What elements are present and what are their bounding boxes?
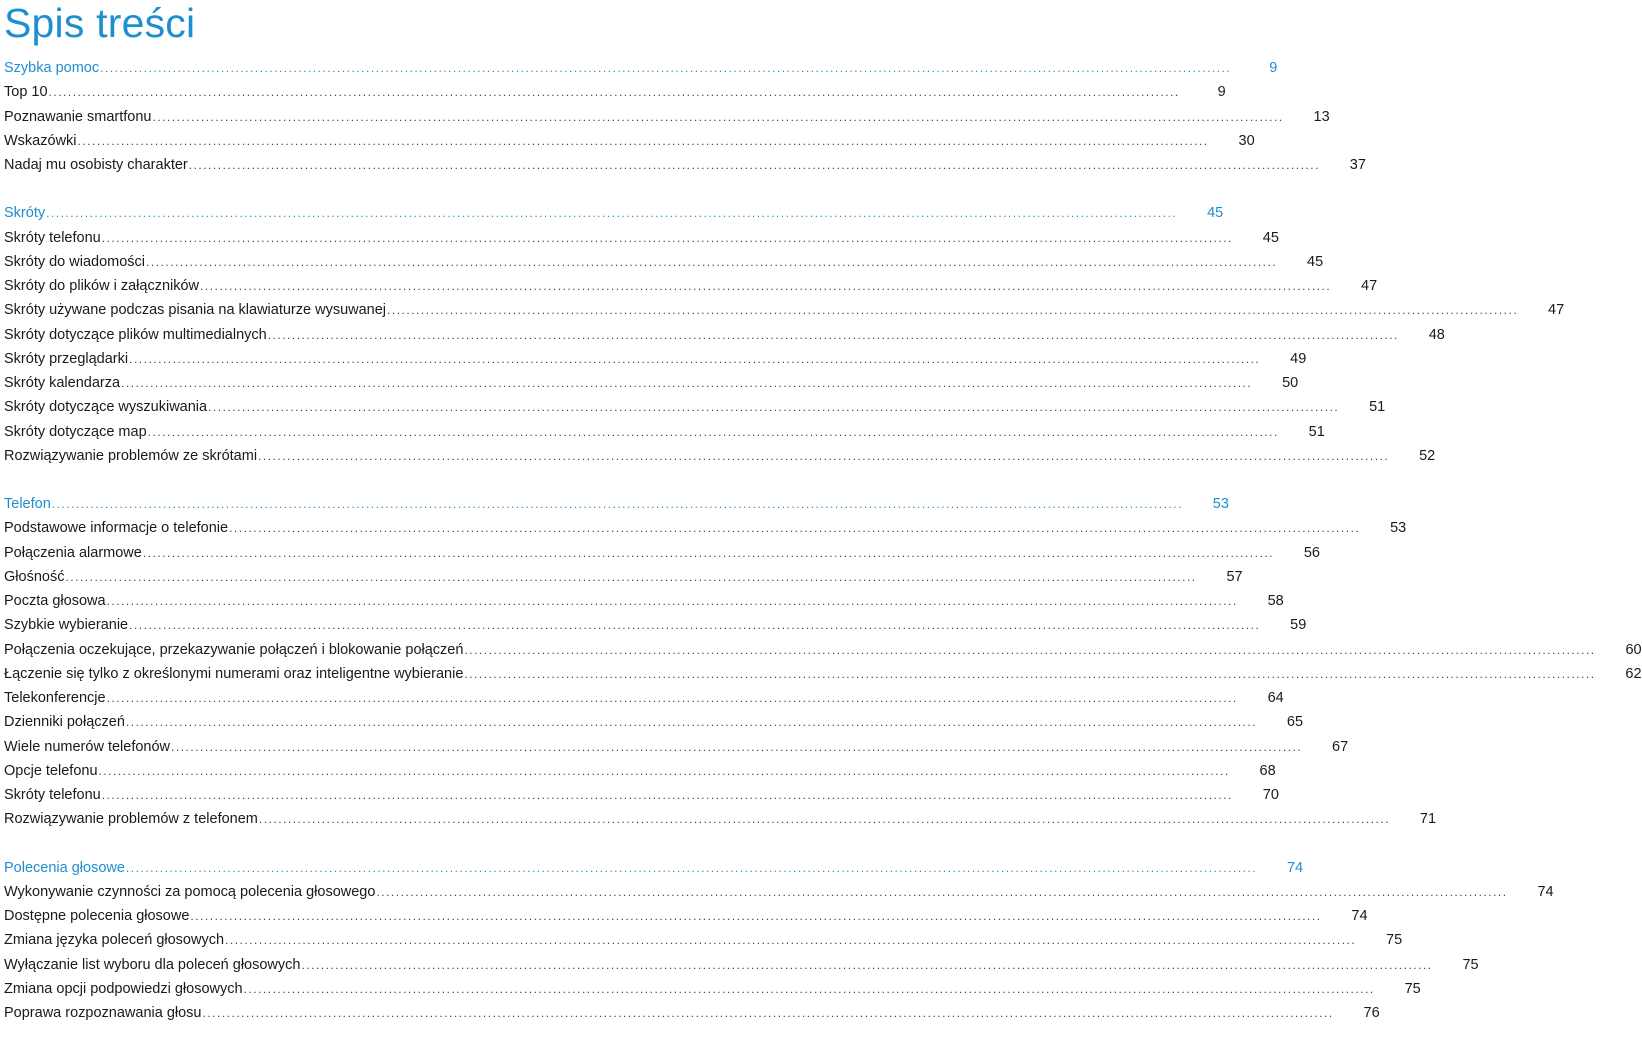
toc-heading-label: Polecenia głosowe — [4, 859, 125, 876]
toc-entry-page-number: 65 — [1286, 714, 1304, 731]
toc-entry-page-number: 49 — [1290, 350, 1307, 367]
toc-entry-label: Wskazówki — [4, 132, 77, 149]
dot-leader: .......................................................................................................................................................................................................................................... — [258, 448, 1390, 463]
toc-entry-label: Poczta głosowa — [4, 593, 106, 609]
toc-entry-page-number: 60 — [1625, 641, 1642, 658]
dot-leader: .......................................................................................................................................................................................................................................... — [65, 569, 1197, 584]
toc-entry[interactable] — [4, 613, 1307, 637]
toc-entry-page-number: 75 — [1404, 980, 1421, 997]
dot-leader: .......................................................................................................................................................................................................................................... — [208, 400, 1340, 415]
toc-entry[interactable] — [4, 589, 1284, 613]
toc-section-heading[interactable] — [4, 492, 1229, 516]
dot-leader: .......................................................................................................................................................................................................................................... — [129, 618, 1261, 633]
toc-entry[interactable] — [4, 928, 1403, 952]
toc-entry-label: Rozwiązywanie problemów ze skrótami — [4, 447, 258, 464]
toc-entry-label: Skróty przeglądarki — [4, 350, 129, 367]
dot-leader: .......................................................................................................................................................................................................................................... — [229, 521, 1361, 536]
toc-entry[interactable] — [4, 710, 1304, 734]
toc-entry-label: Rozwiązywanie problemów z telefonem — [4, 811, 258, 828]
toc-entry-label: Skróty używane podczas pisania na klawiaturze wysuwanej — [4, 302, 387, 319]
dot-leader: .......................................................................................................................................................................................................................................... — [464, 666, 1596, 681]
toc-entry[interactable] — [4, 953, 1479, 977]
dot-leader: .......................................................................................................................................................................................................................................... — [200, 279, 1332, 293]
toc-entry-page-number: 75 — [1386, 932, 1403, 949]
toc-section — [4, 856, 1554, 1026]
toc-entry[interactable] — [4, 783, 1279, 807]
dot-leader: .......................................................................................................................................................................................................................................... — [101, 788, 1233, 802]
toc-entry-label: Podstawowe informacje o telefonie — [4, 520, 229, 537]
toc-entry[interactable] — [4, 395, 1386, 419]
page-title: Spis treści — [4, 0, 196, 46]
toc-entry[interactable] — [4, 662, 1642, 686]
toc-entry-label: Dzienniki połączeń — [4, 714, 125, 731]
toc-entry-page-number: 57 — [1226, 568, 1243, 585]
dot-leader: .......................................................................................................................................................................................................................................... — [301, 957, 1433, 972]
dot-leader: .......................................................................................................................................................................................................................................... — [125, 715, 1258, 730]
dot-leader: .......................................................................................................................................................................................................................................... — [106, 691, 1238, 705]
toc-heading-label: Telefon — [4, 496, 51, 512]
dot-leader: .......................................................................................................................................................................................................................................... — [376, 884, 1508, 899]
toc-entry[interactable] — [4, 153, 1366, 177]
toc-section — [4, 56, 1366, 177]
toc-entry-page-number: 76 — [1363, 1005, 1380, 1021]
dot-leader: .......................................................................................................................................................................................................................................... — [190, 909, 1322, 923]
dot-leader: .......................................................................................................................................................................................................................................... — [146, 254, 1278, 269]
toc-entry[interactable] — [4, 298, 1565, 322]
dot-leader: .......................................................................................................................................................................................................................................... — [464, 642, 1596, 657]
dot-leader: .......................................................................................................................................................................................................................................... — [147, 424, 1279, 439]
toc-entry-page-number: 45 — [1307, 253, 1324, 270]
toc-entry-label: Poprawa rozpoznawania głosu — [4, 1005, 202, 1021]
toc-entry-label: Nadaj mu osobisty charakter — [4, 157, 188, 173]
dot-leader: .......................................................................................................................................................................................................................................... — [387, 303, 1519, 318]
toc-heading-label: Skróty — [4, 205, 46, 222]
toc-entry-page-number: 56 — [1303, 544, 1320, 561]
toc-entry[interactable] — [4, 541, 1320, 565]
toc-heading-page-number: 53 — [1212, 496, 1229, 512]
toc-entry-page-number: 50 — [1282, 375, 1299, 391]
toc-entry-page-number: 68 — [1259, 762, 1276, 779]
toc-entry[interactable] — [4, 977, 1421, 1001]
dot-leader: .......................................................................................................................................................................................................................................... — [171, 739, 1303, 754]
toc-entry-label: Top 10 — [4, 84, 48, 101]
toc-entry-page-number: 48 — [1428, 326, 1445, 343]
toc-entry-label: Skróty kalendarza — [4, 375, 121, 391]
dot-leader: .......................................................................................................................................................................................................................................... — [202, 1006, 1334, 1020]
toc-entry-label: Skróty do wiadomości — [4, 253, 146, 270]
toc-entry-page-number: 75 — [1462, 956, 1479, 973]
dot-leader: .......................................................................................................................................................................................................................................... — [188, 158, 1320, 172]
toc-entry-page-number: 37 — [1349, 157, 1366, 173]
toc-entry-page-number: 52 — [1419, 447, 1436, 464]
toc-entry-page-number: 51 — [1308, 423, 1325, 440]
toc-entry-label: Skróty telefonu — [4, 229, 101, 246]
toc-entry-page-number: 70 — [1262, 787, 1279, 803]
dot-leader: .......................................................................................................................................................................................................................................... — [258, 812, 1391, 827]
toc-entry-page-number: 59 — [1290, 617, 1307, 634]
toc-entry[interactable] — [4, 80, 1226, 104]
dot-leader: .......................................................................................................................................................................................................................................... — [129, 351, 1261, 366]
dot-leader: .......................................................................................................................................................................................................................................... — [98, 763, 1230, 778]
toc-entry-page-number: 51 — [1369, 399, 1386, 416]
toc-entry-page-number: 58 — [1267, 593, 1284, 609]
dot-leader: .......................................................................................................................................................................................................................................... — [101, 230, 1233, 245]
toc-entry-label: Skróty telefonu — [4, 787, 101, 803]
toc-entry[interactable] — [4, 105, 1330, 129]
toc-entry-label: Skróty dotyczące map — [4, 423, 147, 440]
toc-entry[interactable] — [4, 250, 1324, 274]
toc-entry[interactable] — [4, 274, 1378, 298]
toc-entry[interactable] — [4, 371, 1299, 395]
toc-entry[interactable] — [4, 1001, 1380, 1025]
dot-leader: .......................................................................................................................................................................................................................................... — [46, 206, 1178, 221]
dot-leader: .......................................................................................................................................................................................................................................... — [106, 594, 1238, 608]
toc-entry[interactable] — [4, 323, 1445, 347]
dot-leader: .......................................................................................................................................................................................................................................... — [243, 981, 1375, 996]
toc-entry[interactable] — [4, 638, 1642, 662]
toc-entry-page-number: 64 — [1267, 690, 1284, 706]
toc-section-heading[interactable] — [4, 201, 1224, 225]
toc-entry-label: Zmiana opcji podpowiedzi głosowych — [4, 980, 243, 997]
toc-entry[interactable] — [4, 226, 1279, 250]
toc-section — [4, 492, 1642, 832]
toc-entry-page-number: 67 — [1332, 738, 1349, 755]
toc-entry-page-number: 30 — [1238, 132, 1255, 149]
toc-section-heading[interactable] — [4, 856, 1304, 880]
toc-heading-page-number: 74 — [1286, 859, 1304, 876]
toc-heading-page-number: 45 — [1207, 205, 1224, 222]
toc-entry-label: Wyłączanie list wyboru dla poleceń głosowych — [4, 956, 301, 973]
toc-entry-label: Opcje telefonu — [4, 762, 98, 779]
toc-entry-label: Szybkie wybieranie — [4, 617, 129, 634]
toc-entry[interactable] — [4, 759, 1276, 783]
toc-entry-page-number: 45 — [1262, 229, 1279, 246]
toc-entry[interactable] — [4, 129, 1255, 153]
dot-leader: .......................................................................................................................................................................................................................................... — [125, 860, 1258, 875]
toc-entry-label: Zmiana języka poleceń głosowych — [4, 932, 225, 949]
toc-entry[interactable] — [4, 565, 1243, 589]
toc-section — [4, 201, 1565, 468]
toc-entry[interactable] — [4, 880, 1554, 904]
toc-entry-label: Połączenia oczekujące, przekazywanie połączeń i blokowanie połączeń — [4, 641, 464, 658]
dot-leader: .......................................................................................................................................................................................................................................... — [77, 133, 1209, 148]
toc-entry-page-number: 74 — [1537, 883, 1554, 900]
toc-entry-page-number: 53 — [1390, 520, 1407, 537]
toc-entry-label: Wiele numerów telefonów — [4, 738, 171, 755]
toc-entry-label: Skróty dotyczące wyszukiwania — [4, 399, 208, 416]
dot-leader: .......................................................................................................................................................................................................................................... — [121, 376, 1253, 390]
dot-leader: .......................................................................................................................................................................................................................................... — [142, 545, 1274, 560]
dot-leader: .......................................................................................................................................................................................................................................... — [225, 933, 1357, 948]
toc-entry-label: Poznawanie smartfonu — [4, 108, 152, 125]
toc-entry-label: Głośność — [4, 568, 65, 585]
toc-entry[interactable] — [4, 444, 1436, 468]
toc-heading-page-number: 9 — [1269, 60, 1278, 76]
toc-entry-page-number: 13 — [1313, 108, 1330, 125]
toc-entry-page-number: 9 — [1217, 84, 1226, 101]
dot-leader: .......................................................................................................................................................................................................................................... — [267, 327, 1399, 342]
toc-entry-label: Połączenia alarmowe — [4, 544, 142, 561]
toc-entry[interactable] — [4, 516, 1407, 540]
toc-entry-page-number: 62 — [1625, 665, 1642, 682]
toc-entry[interactable] — [4, 735, 1349, 759]
toc-heading-label: Szybka pomoc — [4, 60, 100, 76]
toc-entry-label: Łączenie się tylko z określonymi numerami oraz inteligentne wybieranie — [4, 665, 464, 682]
toc-entry-label: Dostępne polecenia głosowe — [4, 908, 190, 924]
toc-entry[interactable] — [4, 686, 1284, 710]
toc-entry-label: Wykonywanie czynności za pomocą polecenia głosowego — [4, 883, 376, 900]
toc-entry-label: Skróty dotyczące plików multimedialnych — [4, 326, 267, 343]
toc-entry[interactable] — [4, 807, 1437, 831]
dot-leader: .......................................................................................................................................................................................................................................... — [152, 109, 1284, 124]
toc-entry[interactable] — [4, 420, 1325, 444]
toc-entry-label: Skróty do plików i załączników — [4, 278, 200, 294]
dot-leader: .......................................................................................................................................................................................................................................... — [100, 61, 1232, 75]
dot-leader: .......................................................................................................................................................................................................................................... — [51, 497, 1183, 511]
toc-entry-page-number: 47 — [1548, 302, 1565, 319]
toc-section-heading[interactable] — [4, 56, 1278, 80]
toc-entry-page-number: 47 — [1361, 278, 1378, 294]
toc-entry[interactable] — [4, 347, 1307, 371]
dot-leader: .......................................................................................................................................................................................................................................... — [48, 85, 1180, 100]
toc-entry-page-number: 74 — [1351, 908, 1368, 924]
table-of-contents — [4, 56, 1642, 1049]
toc-entry[interactable] — [4, 904, 1368, 928]
toc-entry-label: Telekonferencje — [4, 690, 106, 706]
toc-entry-page-number: 71 — [1419, 811, 1437, 828]
